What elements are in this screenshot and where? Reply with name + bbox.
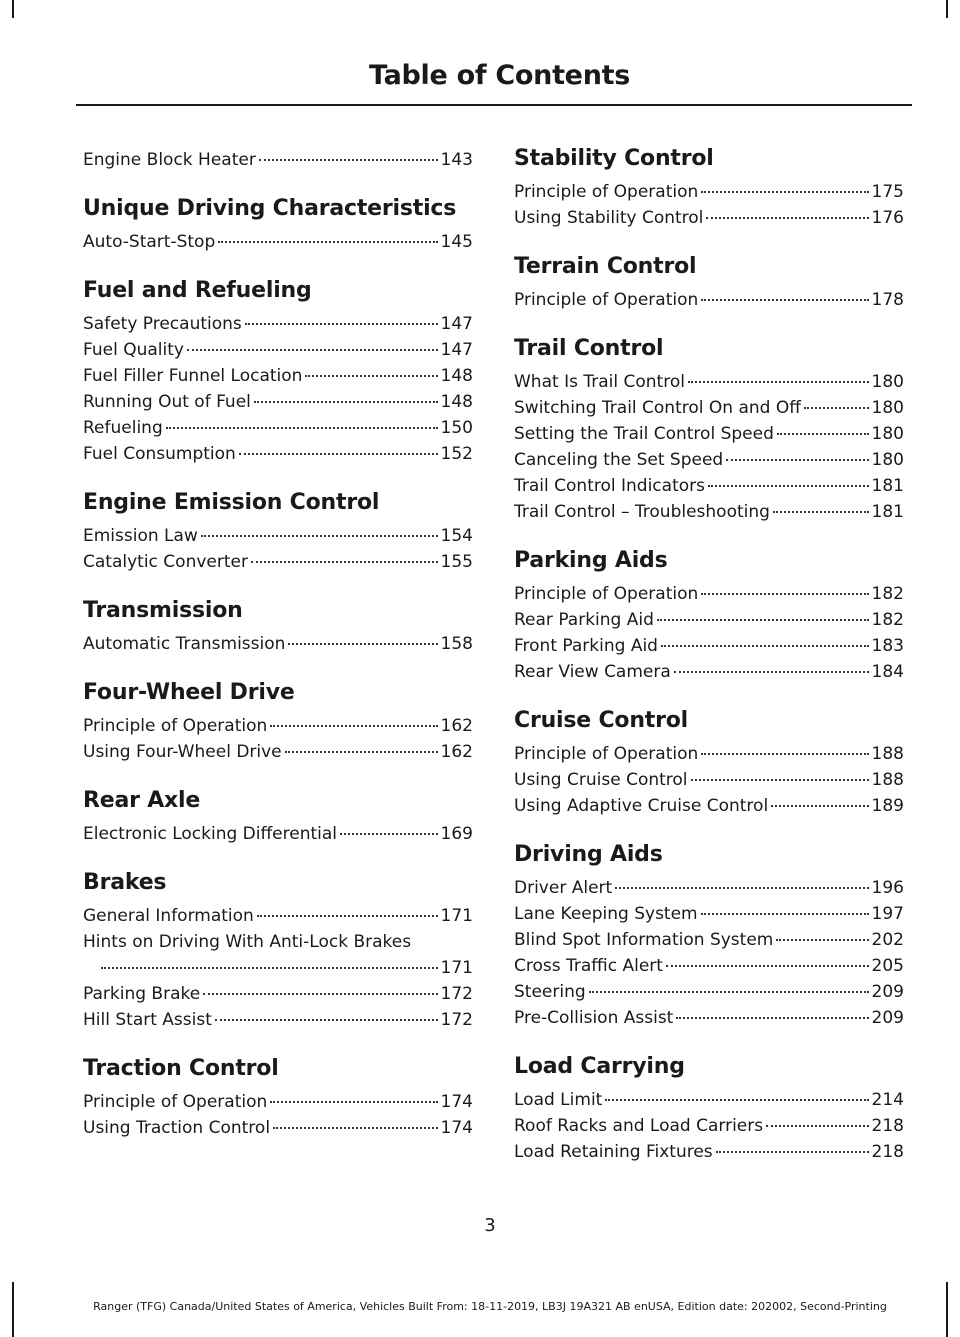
toc-entry-page: 169: [440, 824, 473, 844]
toc-entry-page: 202: [871, 930, 904, 950]
toc-entry-label: Using Traction Control: [83, 1118, 271, 1138]
toc-entry[interactable]: [514, 205, 904, 231]
toc-entry-label: Principle of Operation: [514, 290, 699, 310]
toc-entry-label: Principle of Operation: [514, 584, 699, 604]
dot-leader: [259, 159, 438, 161]
toc-entry-page: 205: [871, 956, 904, 976]
toc-entry-label: Pre-Collision Assist: [514, 1008, 674, 1028]
toc-entry[interactable]: [514, 1139, 904, 1165]
toc-entry-label: Load Limit: [514, 1090, 603, 1110]
dot-leader: [771, 805, 868, 807]
toc-entry-page: 180: [871, 424, 904, 444]
dot-leader: [676, 1017, 868, 1019]
toc-entry-label: Fuel Quality: [83, 340, 184, 360]
toc-entry-page: 218: [871, 1142, 904, 1162]
toc-entry[interactable]: [514, 927, 904, 953]
dot-leader: [305, 375, 437, 377]
toc-entry-label: Driver Alert: [514, 878, 613, 898]
dot-leader: [254, 401, 438, 403]
toc-entry[interactable]: [514, 369, 904, 395]
toc-entry-label: Switching Trail Control On and Off: [514, 398, 801, 418]
toc-entry-page: 183: [871, 636, 904, 656]
toc-entry[interactable]: [83, 549, 473, 575]
toc-entry[interactable]: [514, 741, 904, 767]
dot-leader: [251, 561, 438, 563]
toc-entry-page: 197: [871, 904, 904, 924]
toc-entry-label: Safety Precautions: [83, 314, 242, 334]
toc-entry[interactable]: [83, 311, 473, 337]
toc-entry-page: 147: [440, 314, 473, 334]
dot-leader: [804, 407, 869, 409]
toc-entry-page: 182: [871, 584, 904, 604]
toc-entry-page: 181: [871, 502, 904, 522]
toc-entry-page: 174: [440, 1118, 473, 1138]
toc-entry-page: 188: [871, 770, 904, 790]
toc-entry[interactable]: [83, 1089, 473, 1115]
toc-entry-label: What Is Trail Control: [514, 372, 685, 392]
toc-entry-label: Automatic Transmission: [83, 634, 286, 654]
dot-leader: [688, 381, 869, 383]
toc-entry-page: 196: [871, 878, 904, 898]
toc-entry-page: 188: [871, 744, 904, 764]
section-heading: Traction Control: [83, 1056, 279, 1081]
dot-leader: [239, 453, 438, 455]
toc-entry-page: 143: [440, 150, 473, 170]
toc-entry-page: 178: [871, 290, 904, 310]
toc-entry-page: 145: [440, 232, 473, 252]
toc-entry-label: Using Four-Wheel Drive: [83, 742, 282, 762]
toc-entry-label: Emission Law: [83, 526, 198, 546]
toc-entry[interactable]: [83, 981, 473, 1007]
toc-entry[interactable]: [83, 363, 473, 389]
toc-entry-label: Catalytic Converter: [83, 552, 248, 572]
toc-entry-page: 176: [871, 208, 904, 228]
section-heading: Driving Aids: [514, 842, 663, 867]
toc-entry-page: 174: [440, 1092, 473, 1112]
toc-entry[interactable]: [514, 901, 904, 927]
toc-entry[interactable]: [514, 1113, 904, 1139]
section-heading: Rear Axle: [83, 788, 201, 813]
toc-entry-page: 209: [871, 982, 904, 1002]
toc-entry-label: Hill Start Assist: [83, 1010, 212, 1030]
toc-entry-label: Principle of Operation: [83, 716, 268, 736]
toc-entry-label: Front Parking Aid: [514, 636, 658, 656]
dot-leader: [215, 1019, 438, 1021]
toc-entry-label: Roof Racks and Load Carriers: [514, 1116, 764, 1136]
section-heading: Engine Emission Control: [83, 490, 380, 515]
toc-entry[interactable]: [83, 337, 473, 363]
toc-entry[interactable]: [83, 441, 473, 467]
toc-entry[interactable]: [514, 581, 904, 607]
toc-entry-page: 152: [440, 444, 473, 464]
toc-entry[interactable]: [514, 1005, 904, 1031]
dot-leader: [273, 1127, 437, 1129]
dot-leader: [203, 993, 437, 995]
dot-leader: [726, 459, 868, 461]
toc-entry[interactable]: [83, 1115, 473, 1141]
toc-entry-page: 209: [871, 1008, 904, 1028]
toc-entry-label: Lane Keeping System: [514, 904, 698, 924]
dot-leader: [285, 751, 438, 753]
toc-entry-page: 171: [440, 958, 473, 978]
crop-mark-top-right: [946, 0, 948, 18]
toc-entry[interactable]: [514, 499, 904, 525]
crop-mark-top-left: [12, 0, 14, 18]
toc-entry-label: Fuel Consumption: [83, 444, 236, 464]
toc-entry-page: 147: [440, 340, 473, 360]
section-heading: Parking Aids: [514, 548, 668, 573]
toc-entry-page: 180: [871, 398, 904, 418]
toc-entry[interactable]: [83, 389, 473, 415]
toc-entry[interactable]: [514, 473, 904, 499]
dot-leader: [589, 991, 869, 993]
toc-entry-page: 175: [871, 182, 904, 202]
toc-entry-label: Rear Parking Aid: [514, 610, 654, 630]
toc-entry-label: Principle of Operation: [83, 1092, 268, 1112]
section-heading: Transmission: [83, 598, 243, 623]
dot-leader: [257, 915, 438, 917]
toc-entry[interactable]: [514, 979, 904, 1005]
dot-leader: [245, 323, 438, 325]
toc-entry-label: Engine Block Heater: [83, 150, 256, 170]
dot-leader: [270, 725, 437, 727]
section-heading: Four-Wheel Drive: [83, 680, 295, 705]
toc-entry-page: 184: [871, 662, 904, 682]
toc-entry-label: Electronic Locking Differential: [83, 824, 338, 844]
toc-entry-label: Trail Control Indicators: [514, 476, 705, 496]
toc-entry-label: Hints on Driving With Anti-Lock Brakes: [83, 932, 412, 952]
toc-left-column: [83, 147, 473, 1141]
toc-entry-label: Using Cruise Control: [514, 770, 688, 790]
toc-entry[interactable]: [514, 421, 904, 447]
dot-leader: [701, 299, 868, 301]
dot-leader: [716, 1151, 869, 1153]
toc-entry-page: 148: [440, 392, 473, 412]
toc-entry[interactable]: [83, 229, 473, 255]
dot-leader: [666, 965, 869, 967]
dot-leader: [615, 887, 868, 889]
toc-entry-label: Load Retaining Fixtures: [514, 1142, 713, 1162]
page-number: 3: [484, 1215, 496, 1236]
toc-entry[interactable]: [83, 1007, 473, 1033]
page-title: Table of Contents: [368, 60, 630, 91]
dot-leader: [777, 433, 869, 435]
toc-entry-page: 180: [871, 372, 904, 392]
toc-entry-label: Fuel Filler Funnel Location: [83, 366, 303, 386]
dot-leader: [218, 241, 437, 243]
toc-entry-page: 180: [871, 450, 904, 470]
toc-entry-page: 218: [871, 1116, 904, 1136]
toc-entry-label: Running Out of Fuel: [83, 392, 251, 412]
toc-entry[interactable]: [83, 523, 473, 549]
dot-leader: [340, 833, 438, 835]
toc-entry-page: 171: [440, 906, 473, 926]
dot-leader: [706, 217, 868, 219]
toc-entry-page: 172: [440, 1010, 473, 1030]
section-heading: Terrain Control: [514, 254, 697, 279]
dot-leader: [657, 619, 869, 621]
toc-entry[interactable]: [83, 903, 473, 929]
toc-entry-label: Trail Control – Troubleshooting: [514, 502, 770, 522]
toc-entry-label: Using Stability Control: [514, 208, 704, 228]
toc-entry[interactable]: [83, 713, 473, 739]
toc-right-column: [514, 143, 904, 1165]
dot-leader: [691, 779, 869, 781]
toc-entry-page: 154: [440, 526, 473, 546]
toc-entry-page: 162: [440, 742, 473, 762]
section-heading: Trail Control: [514, 336, 664, 361]
toc-entry-page: 214: [871, 1090, 904, 1110]
toc-entry-page: 181: [871, 476, 904, 496]
toc-entry-label: Auto-Start-Stop: [83, 232, 216, 252]
toc-entry-page: 189: [871, 796, 904, 816]
toc-entry[interactable]: [514, 793, 904, 819]
dot-leader: [701, 913, 869, 915]
section-heading: Fuel and Refueling: [83, 278, 312, 303]
toc-entry-label: Canceling the Set Speed: [514, 450, 724, 470]
toc-entry[interactable]: [514, 287, 904, 313]
toc-entry[interactable]: [83, 415, 473, 441]
toc-entry-page: 162: [440, 716, 473, 736]
dot-leader: [201, 535, 438, 537]
toc-entry-page: 148: [440, 366, 473, 386]
toc-entry-page: 150: [440, 418, 473, 438]
section-heading: Brakes: [83, 870, 167, 895]
toc-entry-label: Cross Traffic Alert: [514, 956, 663, 976]
toc-entry-page: 158: [440, 634, 473, 654]
toc-entry[interactable]: [514, 395, 904, 421]
section-heading: Cruise Control: [514, 708, 689, 733]
toc-entry-label: Using Adaptive Cruise Control: [514, 796, 769, 816]
toc-entry[interactable]: [514, 179, 904, 205]
dot-leader: [101, 967, 438, 969]
toc-entry[interactable]: [514, 953, 904, 979]
toc-entry[interactable]: [514, 633, 904, 659]
toc-entry-label: Parking Brake: [83, 984, 201, 1004]
dot-leader: [708, 485, 869, 487]
toc-entry[interactable]: [514, 447, 904, 473]
toc-entry[interactable]: [83, 929, 473, 981]
footer-text: Ranger (TFG) Canada/United States of America, Vehicles Built From: 18-11-2019, LB3J 19A321 AB enUSA, Edition date: 202002, Second-Printing: [93, 1300, 887, 1313]
toc-entry-label: Blind Spot Information System: [514, 930, 774, 950]
dot-leader: [674, 671, 869, 673]
dot-leader: [773, 511, 869, 513]
toc-entry[interactable]: [83, 821, 473, 847]
dot-leader: [701, 191, 868, 193]
toc-entry-page: 155: [440, 552, 473, 572]
header-divider: [76, 104, 912, 106]
toc-entry-label: Principle of Operation: [514, 182, 699, 202]
toc-entry-page: 182: [871, 610, 904, 630]
section-heading: Unique Driving Characteristics: [83, 196, 457, 221]
toc-entry[interactable]: [514, 607, 904, 633]
toc-entry[interactable]: [83, 739, 473, 765]
dot-leader: [187, 349, 438, 351]
dot-leader: [661, 645, 869, 647]
toc-entry[interactable]: [514, 767, 904, 793]
dot-leader: [166, 427, 438, 429]
section-heading: Stability Control: [514, 146, 714, 171]
dot-leader: [701, 753, 868, 755]
toc-entry[interactable]: [514, 1087, 904, 1113]
toc-entry[interactable]: [83, 147, 473, 173]
section-heading: Load Carrying: [514, 1054, 685, 1079]
dot-leader: [701, 593, 868, 595]
dot-leader: [776, 939, 868, 941]
toc-entry-label: General Information: [83, 906, 254, 926]
dot-leader: [605, 1099, 868, 1101]
dot-leader: [766, 1125, 868, 1127]
dot-leader: [288, 643, 437, 645]
toc-entry-label: Principle of Operation: [514, 744, 699, 764]
toc-entry[interactable]: [83, 631, 473, 657]
toc-entry-page: 172: [440, 984, 473, 1004]
dot-leader: [270, 1101, 437, 1103]
toc-entry[interactable]: [514, 875, 904, 901]
toc-entry-label: Refueling: [83, 418, 163, 438]
toc-entry-label: Rear View Camera: [514, 662, 671, 682]
toc-entry[interactable]: [514, 659, 904, 685]
toc-entry-label: Steering: [514, 982, 586, 1002]
toc-entry-label: Setting the Trail Control Speed: [514, 424, 774, 444]
